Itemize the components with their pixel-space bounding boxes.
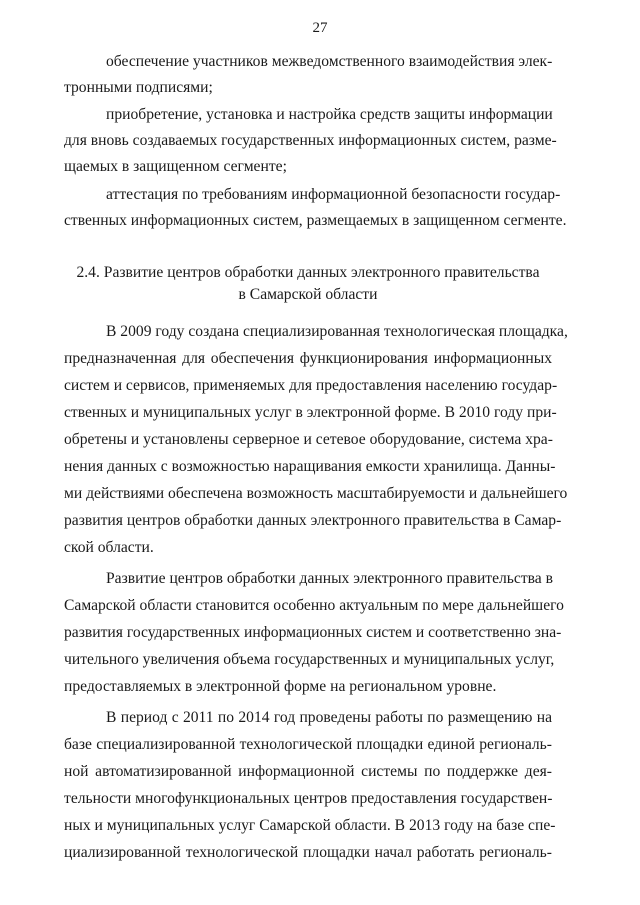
list-item-2-line-1: приобретение, установка и настройка средств защиты информации xyxy=(106,106,553,123)
list-item-3-line-1: аттестация по требованиям информационной безопасности государ- xyxy=(106,186,561,203)
list-item-3-line-2: ственных информационных систем, размещаемых в защищенном сегменте. xyxy=(64,212,567,229)
paragraph-1-line-7: ми действиями обеспечена возможность масштабируемости и дальнейшего xyxy=(64,485,568,502)
list-item-2-line-2: для вновь создаваемых государственных информационных систем, разме- xyxy=(64,132,557,149)
paragraph-3-line-4: тельности многофункциональных центров предоставления государствен- xyxy=(64,790,553,807)
paragraph-3-line-5: ных и муниципальных услуг Самарской области. В 2013 году на базе спе- xyxy=(64,817,556,834)
paragraph-2-line-5: предоставляемых в электронной форме на региональном уровне. xyxy=(64,678,497,695)
list-item-2-line-3: щаемых в защищенном сегменте; xyxy=(64,158,287,175)
paragraph-1-line-8: развития центров обработки данных электронного правительства в Самар- xyxy=(64,512,562,529)
paragraph-1-line-5: обретены и установлены серверное и сетевое оборудование, система хра- xyxy=(64,431,553,448)
paragraph-3-line-6: циализированной технологической площадки начал работать региональ- xyxy=(64,844,552,861)
list-item-1-line-2: тронными подписями; xyxy=(64,79,213,96)
section-heading-line-1: 2.4. Развитие центров обработки данных электронного правительства xyxy=(76,264,540,281)
paragraph-3-line-3: ной автоматизированной информационной системы по поддержке дея- xyxy=(64,763,552,780)
page-number: 27 xyxy=(312,20,328,36)
paragraph-1-line-1: В 2009 году создана специализированная технологическая площадка, xyxy=(106,323,568,340)
paragraph-2-line-3: развития государственных информационных систем и соответственно зна- xyxy=(64,624,562,641)
paragraph-3-line-1: В период с 2011 по 2014 год проведены работы по размещению на xyxy=(106,709,552,726)
paragraph-1-line-2: предназначенная для обеспечения функционирования информационных xyxy=(64,350,552,367)
section-heading-line-2: в Самарской области xyxy=(238,286,378,303)
paragraph-1-line-4: ственных и муниципальных услуг в электронной форме. В 2010 году при- xyxy=(64,404,557,421)
paragraph-1-line-9: ской области. xyxy=(64,539,154,556)
paragraph-2-line-4: чительного увеличения объема государственных и муниципальных услуг, xyxy=(64,651,555,668)
paragraph-1-line-3: систем и сервисов, применяемых для предоставления населению государ- xyxy=(64,377,558,394)
paragraph-3-line-2: базе специализированной технологической площадки единой региональ- xyxy=(64,736,552,753)
paragraph-2-line-2: Самарской области становится особенно актуальным по мере дальнейшего xyxy=(64,597,564,614)
paragraph-2-line-1: Развитие центров обработки данных электронного правительства в xyxy=(106,570,553,587)
list-item-1-line-1: обеспечение участников межведомственного взаимодействия элек- xyxy=(106,53,553,70)
paragraph-1-line-6: нения данных с возможностью наращивания емкости хранилища. Данны- xyxy=(64,458,556,475)
